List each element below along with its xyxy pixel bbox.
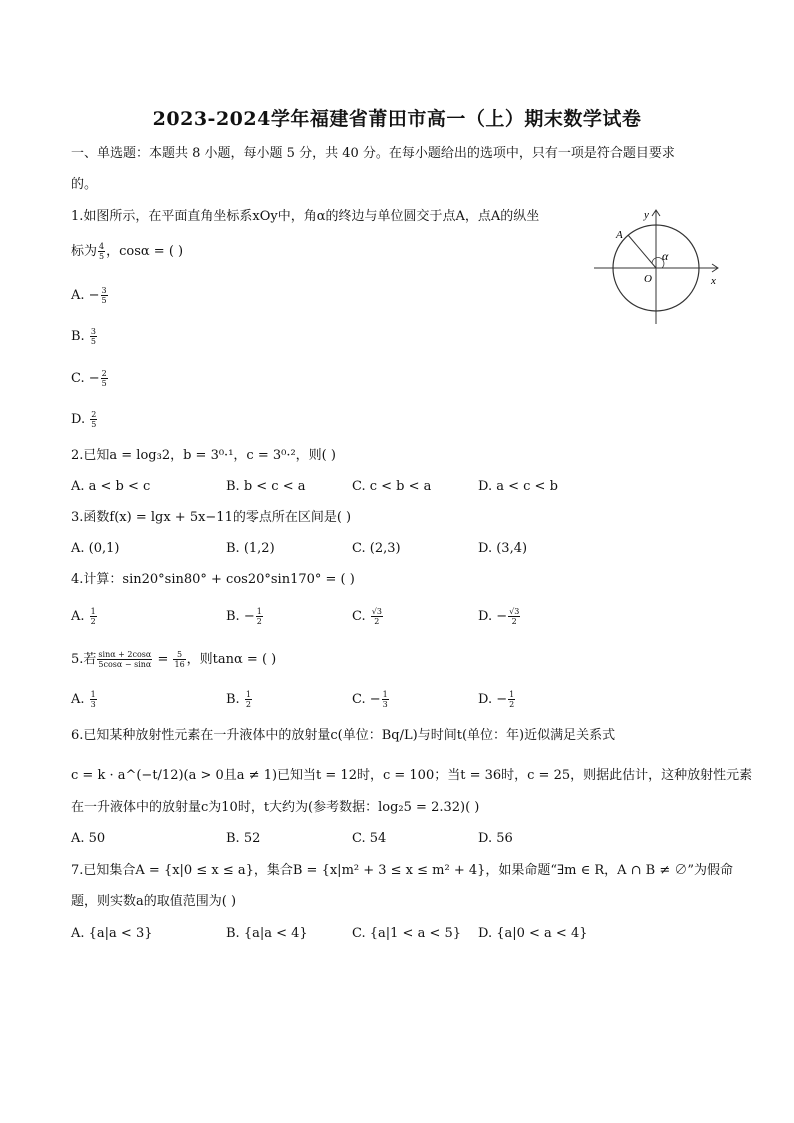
q3-option-c[interactable]: C. (2,3) (352, 541, 401, 556)
fraction: $\frac{4}{5}$ (99, 242, 105, 261)
question-2-stem: 2.已知a = log₃2，b = 3⁰·¹，c = 3⁰·²，则( ) (71, 448, 336, 463)
q6-option-b[interactable]: B. 52 (226, 831, 261, 846)
label-y: y (644, 209, 649, 221)
q3-option-d[interactable]: D. (3,4) (478, 541, 528, 556)
q7-option-d[interactable]: D. {a|0 < a < 4} (478, 926, 588, 941)
q6-option-c[interactable]: C. 54 (352, 831, 387, 846)
q7-option-b[interactable]: B. {a|a < 4} (226, 926, 308, 941)
question-7-stem-cont: 题，则实数a的取值范围为( ) (71, 894, 237, 909)
question-3-stem: 3.函数f(x) = lgx + 5x−11的零点所在区间是( ) (71, 510, 352, 525)
label-x: x (711, 275, 716, 287)
unit-circle-figure (592, 204, 724, 328)
q4-option-d[interactable]: D. − $\frac{√3}{2}$ (478, 607, 520, 626)
label-o: O (644, 273, 652, 285)
q6-option-d[interactable]: D. 56 (478, 831, 513, 846)
label-a: A (616, 229, 623, 241)
q7-option-c[interactable]: C. {a|1 < a < 5} (352, 926, 462, 941)
q6-option-a[interactable]: A. 50 (71, 831, 106, 846)
page-title: 2023-2024学年福建省莆田市高一（上）期末数学试卷 (152, 108, 642, 130)
section-heading-cont: 的。 (71, 177, 98, 192)
q5-option-b[interactable]: B. $\frac{1}{2}$ (226, 690, 251, 709)
q2-option-c[interactable]: C. c < b < a (352, 479, 432, 494)
question-6-stem-cont: c = k · a^(−t/12)(a > 0且a ≠ 1)已知当t = 12时，c = 100；当t = 36时，c = 25，则据此估计，这种放射性元素 (71, 768, 753, 783)
q2-option-b[interactable]: B. b < c < a (226, 479, 306, 494)
q1-option-c[interactable]: C. − $\frac{2}{5}$ (71, 369, 107, 388)
q5-option-d[interactable]: D. − $\frac{1}{2}$ (478, 690, 515, 709)
q2-option-a[interactable]: A. a < b < c (71, 479, 151, 494)
q1-option-d[interactable]: D. $\frac{2}{5}$ (71, 410, 97, 429)
section-heading: 一、单选题：本题共 8 小题，每小题 5 分，共 40 分。在每小题给出的选项中，只有一项是符合题目要求 (71, 146, 675, 161)
q5-option-c[interactable]: C. − $\frac{1}{3}$ (352, 690, 388, 709)
question-6-stem-cont2: 在一升液体中的放射量c为10时，t大约为(参考数据：log₂5 = 2.32)( ) (71, 800, 480, 815)
question-1-stem-cont: 标为 $\frac{4}{5}$ ，cosα = ( ) (71, 242, 184, 261)
q3-option-a[interactable]: A. (0,1) (71, 541, 120, 556)
q2-option-d[interactable]: D. a < c < b (478, 479, 558, 494)
terminal-side (628, 235, 656, 268)
question-7-stem: 7.已知集合A = {x|0 ≤ x ≤ a}，集合B = {x|m² + 3 ≤ x ≤ m² + 4}，如果命题“∃m ∈ R，A ∩ B ≠ ∅”为假命 (71, 863, 734, 878)
q1-option-b[interactable]: B. $\frac{3}{5}$ (71, 327, 96, 346)
q3-option-b[interactable]: B. (1,2) (226, 541, 275, 556)
q5-option-a[interactable]: A. $\frac{1}{3}$ (71, 690, 96, 709)
question-5-stem: 5.若 $\frac{\sin\alpha + 2\cos\alpha}{5\cos\alpha - \sin\alpha}$ = $\frac{5}{16}$ ，则tanα = ( ) (71, 650, 277, 669)
question-1-stem: 1.如图所示，在平面直角坐标系xOy中，角α的终边与单位圆交于点A，点A的纵坐 (71, 209, 540, 224)
question-6-stem: 6.已知某种放射性元素在一升液体中的放射量c(单位：Bq/L)与时间t(单位：年)近似满足关系式 (71, 728, 616, 743)
label-alpha: α (662, 249, 669, 263)
question-4-stem: 4.计算：sin20°sin80° + cos20°sin170° = ( ) (71, 572, 355, 587)
q4-option-b[interactable]: B. − $\frac{1}{2}$ (226, 607, 262, 626)
q1-option-a[interactable]: A. − $\frac{3}{5}$ (71, 286, 107, 305)
q4-option-c[interactable]: C. $\frac{√3}{2}$ (352, 607, 382, 626)
q4-option-a[interactable]: A. $\frac{1}{2}$ (71, 607, 96, 626)
q7-option-a[interactable]: A. {a|a < 3} (71, 926, 153, 941)
